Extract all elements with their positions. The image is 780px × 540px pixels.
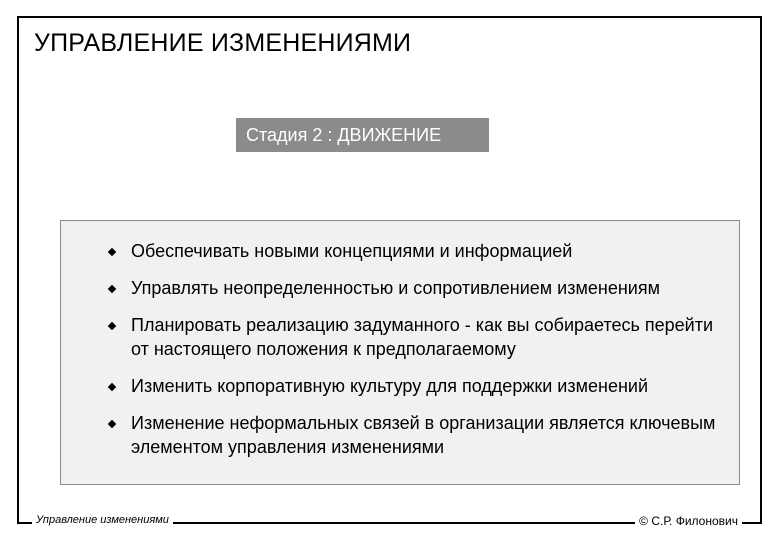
diamond-bullet-icon	[108, 248, 116, 256]
diamond-bullet-icon	[108, 420, 116, 428]
content-panel	[60, 220, 740, 485]
slide-title: УПРАВЛЕНИЕ ИЗМЕНЕНИЯМИ	[34, 29, 412, 57]
diamond-bullet-icon	[108, 322, 116, 330]
bullet-text: Изменить корпоративную культуру для поддержки изменений	[131, 376, 648, 396]
bullet-text: Изменение неформальных связей в организации является ключевым элементом управления изменениями	[131, 413, 716, 457]
bullet-text: Планировать реализацию задуманного - как вы собираетесь перейти от настоящего положения к предполагаемому	[131, 315, 714, 359]
bullet-item	[109, 239, 729, 263]
bullet-item	[109, 374, 729, 398]
bullet-item	[109, 276, 729, 300]
footer-copyright: © С.Р. Филонович	[635, 514, 742, 528]
footer-course-name: Управление изменениями	[32, 514, 173, 526]
diamond-bullet-icon	[108, 285, 116, 293]
bullet-text: Управлять неопределенностью и сопротивлением изменениям	[131, 278, 660, 298]
diamond-bullet-icon	[108, 383, 116, 391]
bullet-text: Обеспечивать новыми концепциями и информацией	[131, 241, 573, 261]
bullet-item	[109, 313, 729, 361]
bullet-item	[109, 411, 729, 459]
bullet-list	[109, 239, 729, 472]
stage-badge: Стадия 2 : ДВИЖЕНИЕ	[236, 118, 489, 152]
